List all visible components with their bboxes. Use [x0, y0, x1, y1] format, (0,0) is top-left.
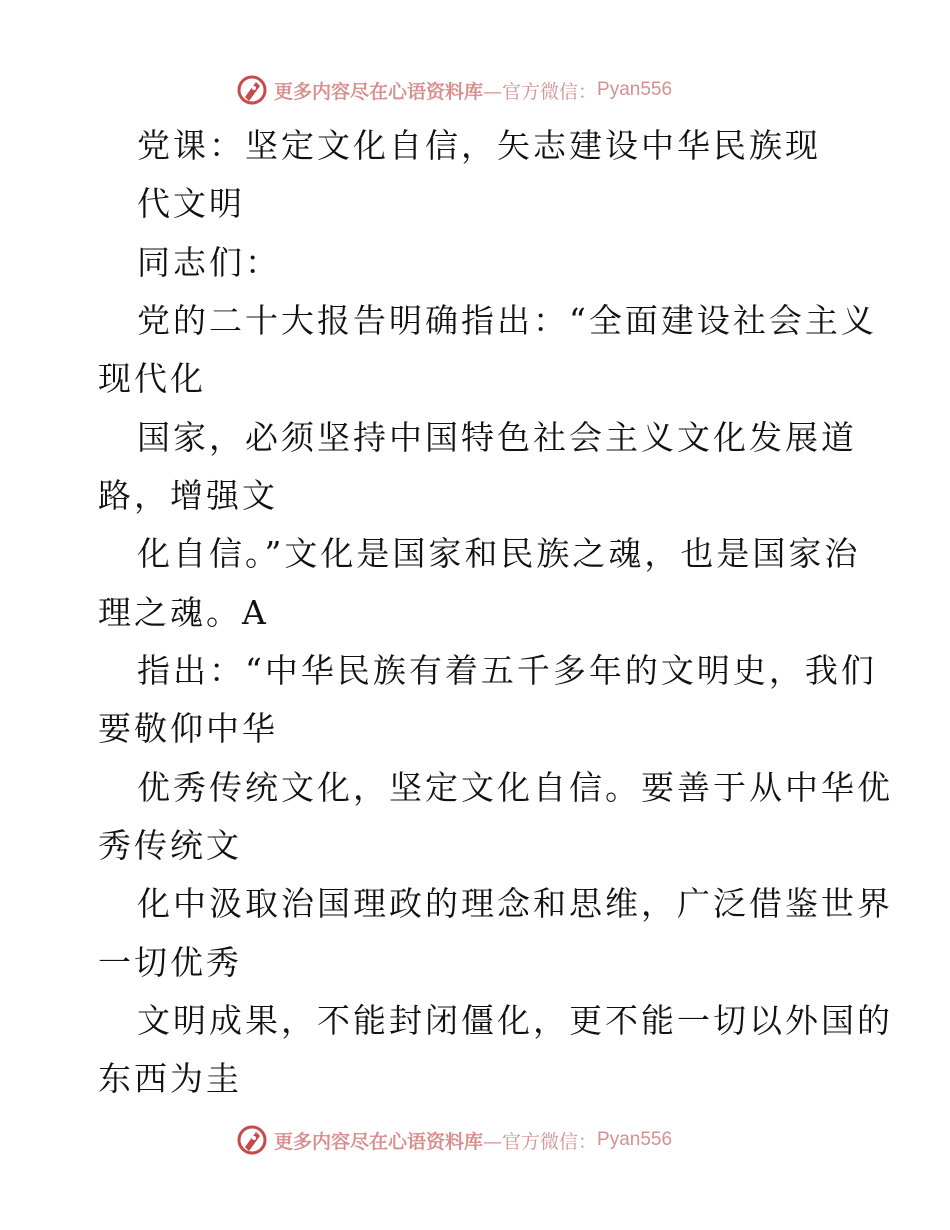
body-line: 秀传统文: [98, 826, 242, 865]
body-line: 国家，必须坚持中国特色社会主义文化发展道: [137, 418, 857, 457]
promo-text: 更多内容尽在心语资料库: [274, 1130, 484, 1153]
salutation: 同志们：: [137, 243, 281, 282]
body-line: 优秀传统文化，坚定文化自信。要善于从中华优: [137, 768, 893, 807]
body-line: 理之魂。A: [98, 593, 269, 632]
promo-text: 更多内容尽在心语资料库: [274, 80, 484, 103]
body-line: 文明成果，不能封闭僵化，更不能一切以外国的: [137, 1001, 893, 1040]
body-line: 一切优秀: [98, 943, 242, 982]
pen-nib-circle-icon: [236, 1124, 268, 1156]
body-line: 指出：“中华民族有着五千多年的文明史，我们: [137, 651, 877, 690]
title-line-2: 代文明: [137, 184, 245, 223]
body-line: 现代化: [98, 359, 206, 398]
body-line: 要敬仰中华: [98, 709, 278, 748]
body-line: 路，增强文: [98, 476, 278, 515]
contact-label: —官方微信：: [483, 1130, 598, 1153]
wechat-id: Pyan556: [597, 1129, 673, 1150]
footer-banner: [236, 1123, 672, 1157]
title-line-1: 党课：坚定文化自信，矢志建设中华民族现: [137, 126, 821, 165]
body-line: 化自信。”文化是国家和民族之魂，也是国家治: [137, 534, 861, 573]
body-line: 化中汲取治国理政的理念和思维，广泛借鉴世界: [137, 884, 893, 923]
pen-nib-circle-icon: [236, 74, 268, 106]
body-line: 党的二十大报告明确指出：“全面建设社会主义: [137, 301, 877, 340]
contact-label: —官方微信：: [483, 80, 598, 103]
header-banner: [236, 73, 672, 107]
body-line: 东西为圭: [98, 1059, 242, 1098]
wechat-id: Pyan556: [597, 79, 673, 100]
